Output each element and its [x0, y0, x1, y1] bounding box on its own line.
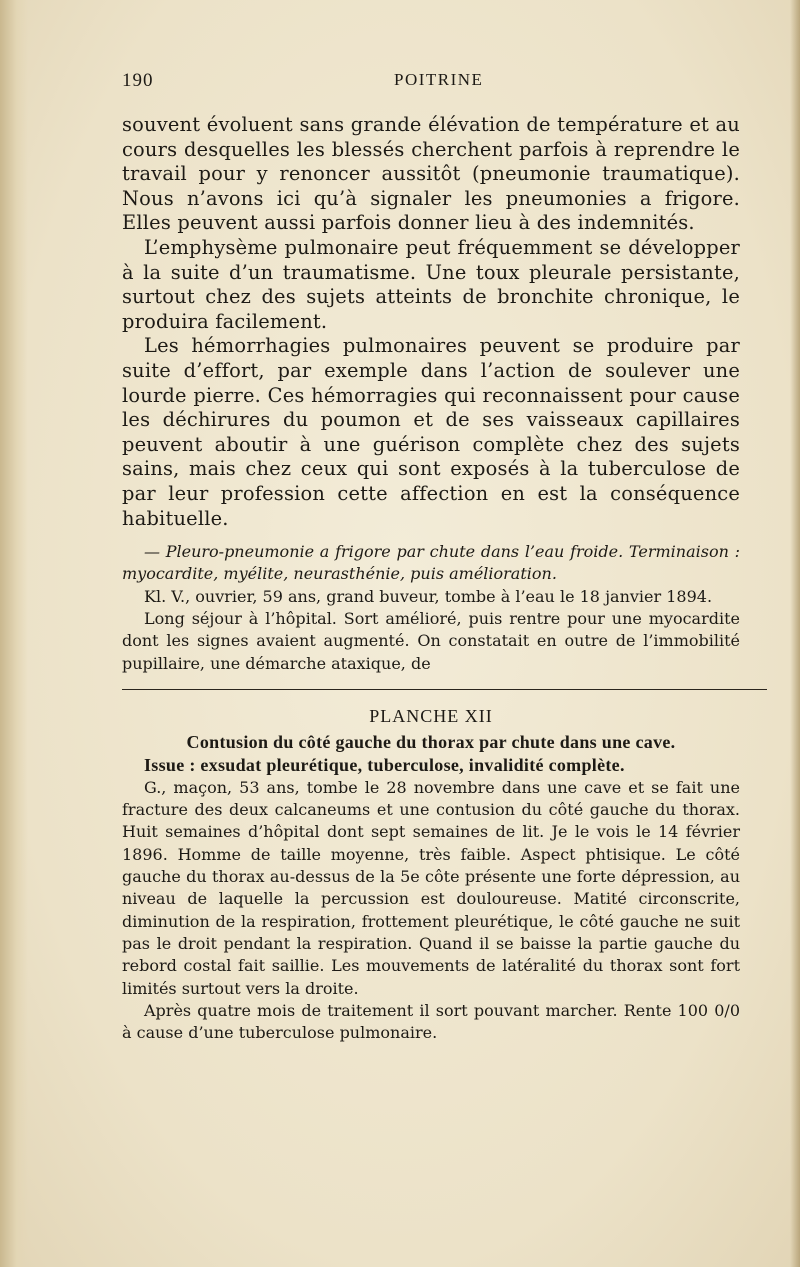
page-header — [122, 70, 740, 100]
page-number: 190 — [122, 70, 154, 91]
plate-paragraph-1: G., maçon, 53 ans, tombe le 28 novembre dans une cave et se fait une fracture des deux calcaneums et une contusion du côté gauche du thorax. Huit semaines d’hôpital dont sept semaines de lit. Je le vois le 14 février 1896. Homme de taille moyenne, très faible. Aspect phtisique. Le côté gauche du thorax au-dessus de la 5e côte présente une forte dépression, au niveau de laquelle la percussion est douloureuse. Matité circonscrite, diminution de la respiration, frottement pleurétique, le côté gauche ne suit pas le droit pendant la respiration. Quand il se baisse la partie gauche du rebord costal fait saillie. Les mouvements de latéralité du thorax sont fort limités surtout vers la droite. — [122, 777, 740, 998]
plate-body — [122, 777, 740, 1045]
page-edge-shadow — [790, 0, 800, 1267]
body-paragraph-2: L’emphysème pulmonaire peut fréquemment se développer à la suite d’un traumatisme. Une toux pleurale persistante, surtout chez des sujets atteints de bronchite chronique, le produira facilement. — [122, 235, 740, 333]
case-paragraph-2: Long séjour à l’hôpital. Sort amélioré, puis rentre pour une myocardite dont les signes avaient augmenté. On constatait en outre de l’immobilité pupillaire, une démarche ataxique, de — [122, 608, 740, 673]
plate-paragraph-2: Après quatre mois de traitement il sort pouvant marcher. Rente 100 0/0 à cause d’une tuberculose pulmonaire. — [122, 1000, 740, 1043]
main-text — [122, 113, 740, 531]
case-title: — Pleuro-pneumonie a frigore par chute dans l’eau froide. Terminaison : myocardite, myélite, neurasthénie, puis amélioration. — [122, 542, 740, 584]
plate-section — [122, 706, 740, 1045]
section-divider — [122, 689, 767, 690]
page-gutter-shadow — [0, 0, 28, 1267]
plate-title: Contusion du côté gauche du thorax par chute dans une cave. — [186, 731, 676, 752]
plate-label: PLANCHE XII — [369, 705, 493, 726]
running-head: POITRINE — [394, 70, 484, 89]
page-content — [122, 113, 740, 1044]
body-paragraph-1: souvent évoluent sans grande élévation de température et au cours desquelles les blessés cherchent parfois à reprendre le travail pour y renoncer aussitôt (pneumonie traumatique). Nous n’avons ici qu’à signaler les pneumonies a frigore. Elles peuvent aussi parfois donner lieu à des indemnités. — [122, 113, 740, 235]
body-paragraph-3: Les hémorrhagies pulmonaires peuvent se produire par suite d’effort, par exemple dans l’action de soulever une lourde pierre. Ces hémorragies qui reconnaissent pour cause les déchirures du poumon et de ses vaisseaux capillaires peuvent aboutir à une guérison complète chez des sujets sains, mais chez ceux qui sont exposés à la tuberculose de par leur profession cette affection en est la conséquence habituelle. — [122, 334, 740, 530]
plate-issue: Issue : exsudat pleurétique, tuberculose, invalidité complète. — [144, 754, 625, 775]
case-report — [122, 541, 740, 675]
case-paragraph-1: Kl. V., ouvrier, 59 ans, grand buveur, tombe à l’eau le 18 janvier 1894. — [144, 586, 713, 606]
